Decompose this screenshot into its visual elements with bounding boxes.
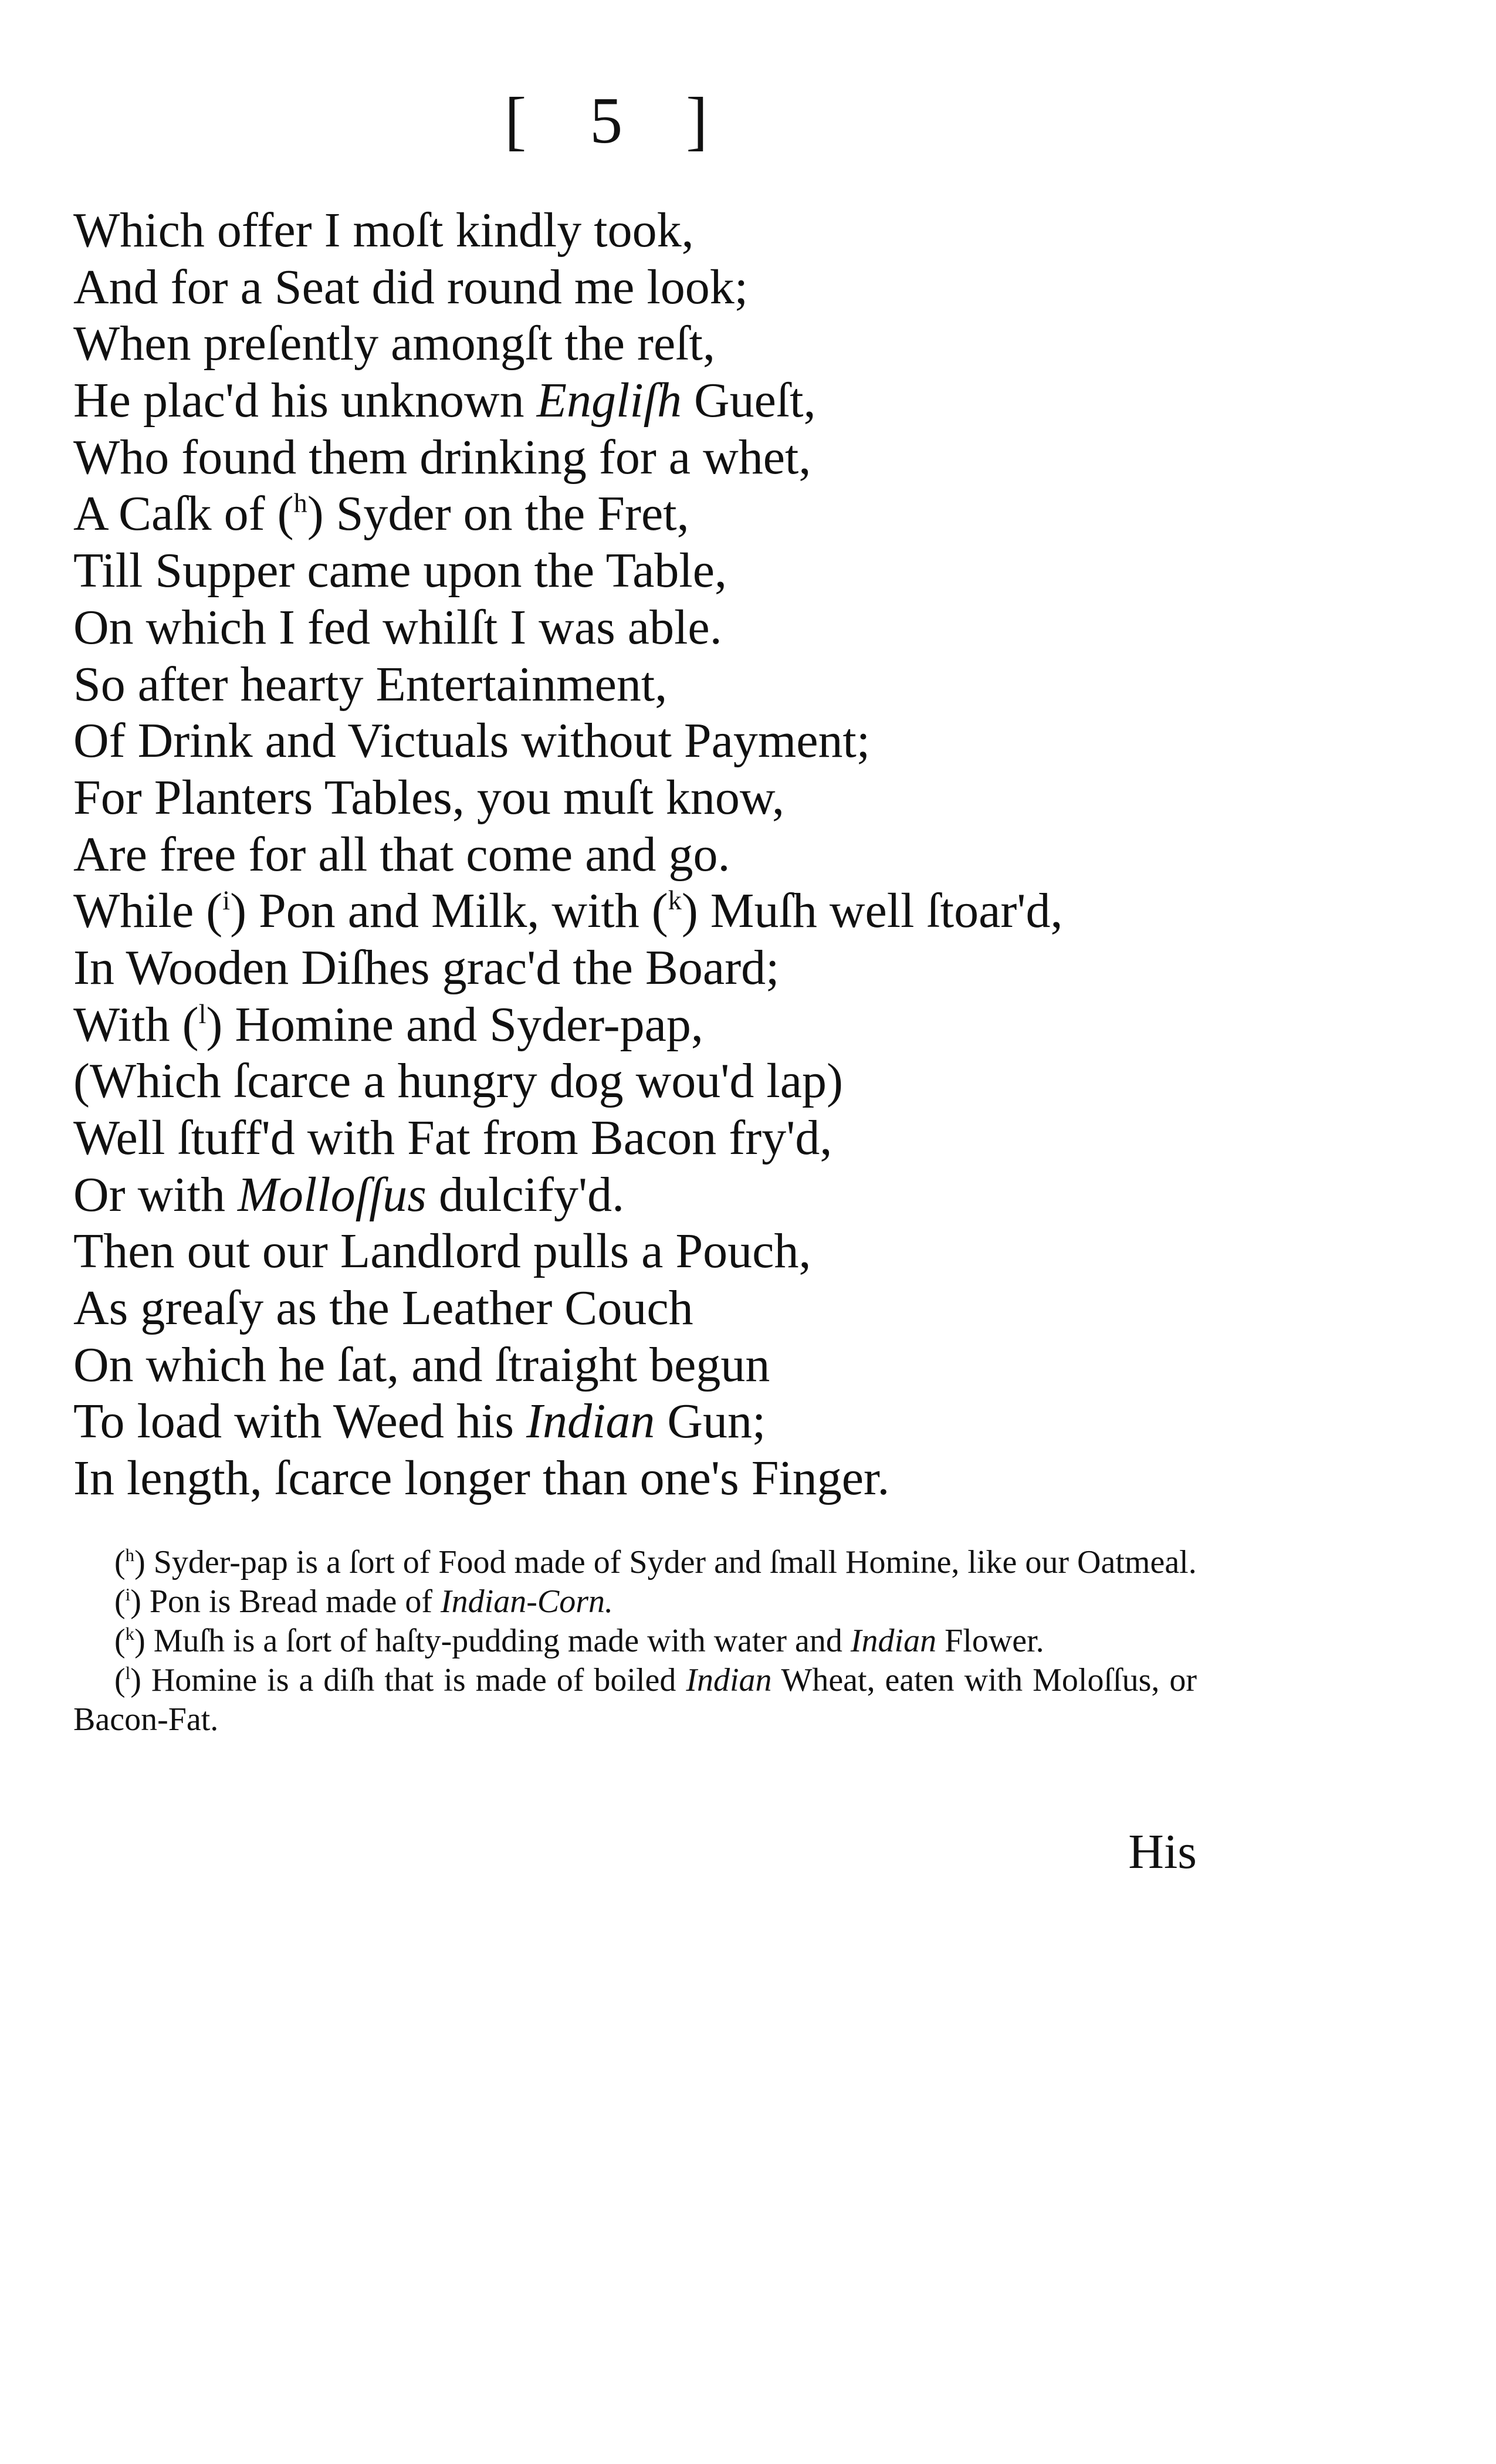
footnote [73,1543,1197,1582]
text-segment: Wheat, eaten with Moloſſus, or Bacon-Fat. [73,1662,1197,1738]
text-segment: ) Homine is a diſh that is made of boiled [130,1662,686,1698]
text-segment: Gun; [655,1394,766,1449]
verse-line [73,656,1247,713]
text-segment: Who found them drinking for a whet, [73,429,811,485]
catchword: His [1128,1825,1197,1879]
text-segment: ( [114,1544,126,1580]
text-segment: ) Syder on the Fret, [307,486,689,541]
text-segment: ( [114,1583,126,1620]
text-segment: In length, ſcarce longer than one's Finger. [73,1451,890,1506]
text-segment: As greaſy as the Leather Couch [73,1281,693,1336]
text-segment: h [125,1545,135,1565]
text-segment: When preſently amongſt the reſt, [73,316,715,371]
text-segment: On which he ſat, and ſtraight begun [73,1337,770,1392]
text-segment: With ( [73,997,199,1052]
text-segment: So after hearty Entertainment, [73,656,668,712]
text-segment: Then out our Landlord pulls a Pouch, [73,1224,811,1279]
text-segment: l [198,999,207,1029]
text-segment: i [222,885,231,916]
text-segment: Indian [850,1623,937,1659]
text-segment: Molloſſus [237,1167,427,1222]
verse-line [73,827,1247,884]
verse-line [73,770,1247,827]
text-segment: And for a Seat did round me look; [73,259,749,314]
text-segment: ( [114,1623,126,1659]
text-segment: h [293,488,307,519]
footnote [73,1661,1197,1739]
text-segment: k [668,885,682,916]
text-segment: While ( [73,884,223,939]
text-segment: ) Homine and Syder-pap, [206,997,703,1052]
text-segment: Of Drink and Victuals without Payment; [73,713,871,769]
page-number: [ 5 ] [505,84,732,157]
text-segment: ) Syder-pap is a ſort of Food made of Syder and ſmall Homine, like our Oatmeal. [134,1544,1197,1580]
verse-line [73,1110,1247,1167]
verse-line [73,486,1247,543]
verse-line [73,1450,1247,1507]
verse-line [73,1393,1247,1450]
verse-line [73,883,1247,940]
text-segment: ( [114,1662,126,1698]
text-segment: dulcify'd. [427,1167,625,1222]
text-segment: Engliſh [536,373,682,428]
text-segment: Indian-Corn. [441,1583,613,1620]
verse-line [73,713,1247,770]
verse-line [73,202,1247,259]
verse-line [73,1223,1247,1280]
text-segment: On which I fed whilſt I was able. [73,600,722,655]
text-segment: To load with Weed his [73,1394,527,1449]
verse-line [73,997,1247,1054]
text-segment: l [125,1663,131,1683]
text-segment: ) Pon and Milk, with ( [230,884,668,939]
footnote [73,1622,1197,1661]
footnotes [73,1543,1197,1739]
text-segment: For Planters Tables, you muſt know, [73,770,785,825]
verse-line [73,373,1247,429]
verse-block [73,202,1247,1507]
text-segment: i [125,1584,131,1605]
text-segment: Or with [73,1167,238,1222]
verse-line [73,1167,1247,1224]
footnote [73,1582,1197,1622]
verse-line [73,1053,1247,1110]
text-segment: Indian [526,1394,655,1449]
verse-line [73,1337,1247,1394]
text-segment: Well ſtuff'd with Fat from Bacon fry'd, [73,1111,832,1165]
verse-line [73,600,1247,656]
verse-line [73,1280,1247,1337]
text-segment: ) Muſh is a ſort of haſty-pudding made with water and [134,1623,851,1659]
text-segment: Which offer I moſt kindly took, [73,203,694,258]
verse-line [73,316,1247,373]
text-segment: Gueſt, [682,373,816,428]
text-segment: He plac'd his unknown [73,373,537,428]
text-segment: ) Muſh well ſtoar'd, [681,884,1063,939]
text-segment: Flower. [936,1623,1044,1659]
text-segment: ) Pon is Bread made of [130,1583,441,1620]
text-segment: Are free for all that come and go. [73,827,730,882]
verse-line [73,429,1247,486]
verse-line [73,543,1247,600]
text-segment: In Wooden Diſhes grac'd the Board; [73,940,780,995]
text-segment: Indian [686,1662,772,1698]
text-segment: Till Supper came upon the Table, [73,543,727,598]
verse-line [73,940,1247,997]
text-segment: k [125,1623,135,1644]
text-segment: (Which ſcarce a hungry dog wou'd lap) [73,1054,843,1109]
text-segment: A Caſk of ( [73,486,294,541]
verse-line [73,259,1247,316]
